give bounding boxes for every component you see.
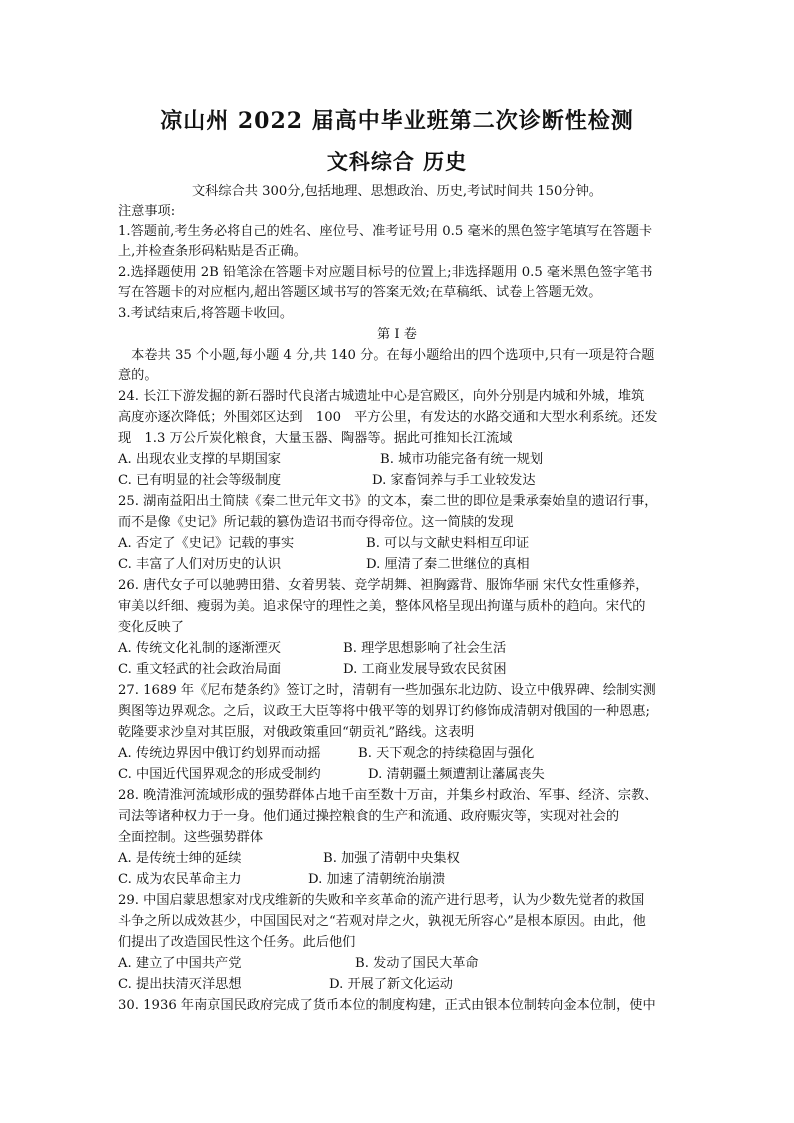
question-24-line: 24. 长江下游发掘的新石器时代良渚古城遗址中心是宫殿区，向外分别是内城和外城，堆筑 [118,389,645,404]
option-d: D. 开展了新文化运动 [329,977,453,992]
option-a: A. 传统边界因中俄订约划界而动摇 [118,746,321,761]
option-b: B. 可以与文献史料相互印证 [366,536,530,551]
option-d: D. 厘清了秦二世继位的真相 [366,557,530,572]
section-desc: 意的。 [118,368,158,383]
notice-line: 上,并检查条形码粘贴是否正确。 [118,244,307,259]
question-24-line: 高度亦逐次降低；外围郊区达到 100 平方公里，有发达的水路交通和大型水利系统。还发 [118,410,658,425]
option-c: C. 重文轻武的社会政治局面 [118,662,282,677]
question-27-line: 舆图等边界观念。之后，议政王大臣等将中俄平等的划界订约修饰成清朝对俄国的一种恩惠; [118,704,650,719]
section-desc: 本卷共 35 个小题,每小题 4 分,共 140 分。在每小题给出的四个选项中,只有一项是符合题 [118,348,655,363]
question-27-line: 乾隆要求沙皇对其臣服，对俄政策重回“朝贡礼”路线。这表明 [118,725,475,740]
question-24-line: 现 1.3 万公斤炭化粮食，大量玉器、陶器等。据此可推知长江流域 [118,431,513,446]
option-c: C. 成为农民革命主力 [118,872,242,887]
question-28-line: 全面控制。这些强势群体 [118,830,264,845]
option-d: D. 工商业发展导致农民贫困 [343,662,507,677]
notice-line: 3.考试结束后,将答题卡收回。 [118,306,294,321]
option-b: B. 加强了清朝中央集权 [323,851,460,866]
question-30-line: 30. 1936 年南京国民政府完成了货币本位的制度构建，正式由银本位制转向金本位制，使中 [118,998,656,1013]
option-b: B. 理学思想影响了社会生活 [343,641,507,656]
question-29-line: 斗争之所以成效甚少，中国国民对之“若观对岸之火，孰视无所容心”是根本原因。由此，他 [118,914,646,929]
option-d: D. 加速了清朝统治崩溃 [308,872,446,887]
question-25-line: 而不是像《史记》所记载的篡伪造诏书而夺得帝位。这一简牍的发现 [118,515,514,530]
option-b: B. 天下观念的持续稳固与强化 [358,746,535,761]
option-c: C. 已有明显的社会等级制度 [118,473,282,488]
option-d: D. 清朝疆土频遭割让藩属丧失 [368,767,545,782]
question-28-line: 司法等诸种权力于一身。他们通过操控粮食的生产和流通、政府赈灾等，实现对社会的 [118,809,620,824]
question-29-line: 29. 中国启蒙思想家对戊戌维新的失败和辛亥革命的流产进行思考，认为少数先觉者的救国 [118,893,645,908]
question-28-line: 28. 晚清淮河流域形成的强势群体占地千亩至数十万亩，并集乡村政治、军事、经济、宗教、 [118,788,658,803]
question-26-line: 变化反映了 [118,620,184,635]
option-c: C. 丰富了人们对历史的认识 [118,557,282,572]
option-a: A. 建立了中国共产党 [118,956,242,971]
option-b: B. 城市功能完备有统一规划 [380,452,544,467]
notice-heading: 注意事项: [118,204,176,219]
option-a: A. 出现农业支撑的早期国家 [118,452,281,467]
option-a: A. 否定了《史记》记载的事实 [118,536,295,551]
option-a: A. 是传统士绅的延续 [118,851,242,866]
question-27-line: 27. 1689 年《尼布楚条约》签订之时，清朝有一些加强东北边防、设立中俄界碑、绘制实测 [118,683,656,698]
notice-line: 写在答题卡的对应框内,超出答题区域书写的答案无效;在草稿纸、试卷上答题无效。 [118,285,602,300]
option-a: A. 传统文化礼制的逐渐湮灭 [118,641,281,656]
exam-intro: 文科综合共 300分,包括地理、思想政治、历史,考试时间共 150分钟。 [192,184,602,199]
question-26-line: 审美以纤细、瘦弱为美。追求保守的理性之美，整体风格呈现出拘谨与质朴的趋向。宋代的 [118,599,646,614]
notice-line: 2.选择题使用 2B 铅笔涂在答题卡对应题目标号的位置上;非选择题用 0.5 毫米黑色签字笔书 [118,265,653,280]
exam-title: 凉山州 2022 届高中毕业班第二次诊断性检测 [160,108,634,134]
exam-subtitle: 文科综合 历史 [326,149,468,174]
option-c: C. 中国近代国界观念的形成受制约 [118,767,321,782]
option-d: D. 家畜饲养与手工业较发达 [372,473,536,488]
question-26-line: 26. 唐代女子可以驰骋田猎、女着男装、竞学胡舞、袒胸露背、服饰华丽 宋代女性重修养， [118,578,649,593]
question-29-line: 们提出了改造国民性这个任务。此后他们 [118,935,356,950]
option-b: B. 发动了国民大革命 [355,956,479,971]
notice-line: 1.答题前,考生务必将自己的姓名、座位号、准考证号用 0.5 毫米的黑色签字笔填写在答题卡 [118,224,653,239]
option-c: C. 提出扶清灭洋思想 [118,977,242,992]
question-25-line: 25. 湖南益阳出土简牍《秦二世元年文书》的文本，秦二世的即位是秉承秦始皇的遗诏行事， [118,494,658,509]
section-heading: 第 I 卷 [377,327,417,342]
